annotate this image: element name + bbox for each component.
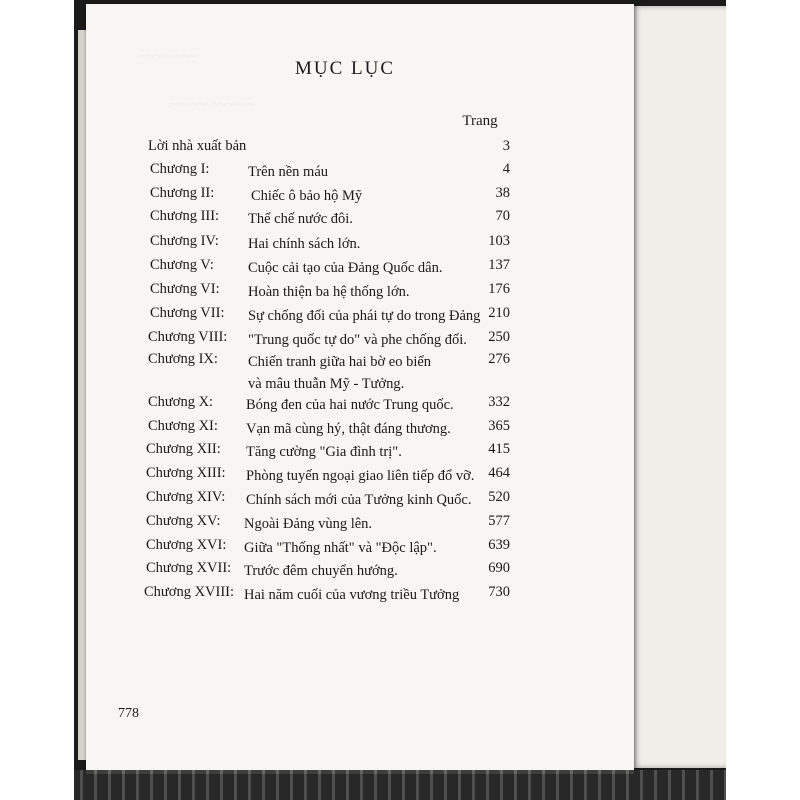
toc-entry-title: Vạn mã cùng hý, thật đáng thương. <box>246 421 451 437</box>
toc-entry <box>150 185 510 207</box>
toc-entry-page: 176 <box>488 281 510 297</box>
toc-entry-label: Chương XIV: <box>146 489 226 505</box>
toc-entry-title: Hai chính sách lớn. <box>248 236 361 252</box>
toc-entry-page: 365 <box>488 418 510 434</box>
toc-entry <box>146 560 510 582</box>
toc-entry-title: Cuộc cải tạo của Đảng Quốc dân. <box>248 260 443 276</box>
toc-entry-label: Chương XV: <box>146 513 221 529</box>
toc-entry-title: Hoàn thiện ba hệ thống lớn. <box>248 284 410 300</box>
toc-entry-label: Chương VIII: <box>148 329 228 345</box>
toc-title: MỤC LỤC <box>294 58 396 79</box>
toc-entry-page: 70 <box>495 208 510 224</box>
toc-entry <box>148 351 510 392</box>
toc-entry-page: 210 <box>488 305 510 321</box>
toc-entry <box>148 329 510 351</box>
toc-entry-page: 464 <box>488 465 510 481</box>
toc-entry-title: Giữa "Thống nhất" và "Độc lập". <box>244 540 437 556</box>
facing-page <box>632 6 726 768</box>
toc-entry-title: Thể chế nước đôi. <box>248 211 353 227</box>
toc-entry-label: Chương II: <box>150 185 215 201</box>
toc-entry <box>150 233 510 255</box>
toc-entry <box>150 257 510 279</box>
toc-entry-title: Trên nền máu <box>248 164 329 180</box>
toc-entry-label: Chương IX: <box>148 351 218 367</box>
toc-entry-label: Chương XIII: <box>146 465 226 481</box>
toc-entry-title: Chính sách mới của Tưởng kinh Quốc. <box>246 492 472 508</box>
toc-entry <box>146 537 510 559</box>
toc-entry-page: 639 <box>488 537 510 553</box>
toc-entry-label: Chương VII: <box>150 305 225 321</box>
toc-entry <box>148 418 510 440</box>
toc-entry <box>146 489 510 511</box>
toc-entry-label: Chương XI: <box>148 418 218 434</box>
toc-entry-label: Chương XVI: <box>146 537 227 553</box>
toc-entry <box>148 394 510 416</box>
toc-entry-label: Lời nhà xuất bản <box>148 138 247 154</box>
toc-entry-title: "Trung quốc tự do" và phe chống đối. <box>248 332 467 348</box>
toc-entry <box>150 281 510 303</box>
toc-entry <box>150 161 510 183</box>
toc-entry <box>146 513 510 535</box>
toc-entry-label: Chương IV: <box>150 233 219 249</box>
toc-entry-page: 250 <box>488 329 510 345</box>
bleed-through-text: ~~~~~~~~~~~~ <box>170 96 255 111</box>
toc-entry-label: Chương VI: <box>150 281 220 297</box>
toc-entry-page: 577 <box>488 513 510 529</box>
toc-entry-page: 103 <box>488 233 510 249</box>
page-number: 778 <box>118 706 139 721</box>
toc-entry-page: 3 <box>502 138 510 154</box>
toc-entry <box>146 465 510 487</box>
toc-entry-label: Chương I: <box>150 161 210 177</box>
toc-entry <box>144 584 510 606</box>
toc-entry-title: Tăng cường "Gia đình trị". <box>246 444 402 460</box>
toc-entry-page: 730 <box>488 584 510 600</box>
toc-entry-page: 332 <box>488 394 510 410</box>
toc-entry-title: Bóng đen của hai nước Trung quốc. <box>246 397 454 413</box>
toc-entry-page: 276 <box>488 351 510 367</box>
toc-entry-page: 4 <box>502 161 510 177</box>
toc-entry-page: 415 <box>488 441 510 457</box>
page-column-header: Trang <box>462 113 498 129</box>
toc-entry-title: Phòng tuyến ngoại giao liên tiếp đổ vỡ. <box>246 468 475 484</box>
toc-entry-page: 38 <box>495 185 510 201</box>
toc-entry-page: 137 <box>488 257 510 273</box>
toc-entry-title: Chiến tranh giữa hai bờ eo biển và mâu thuẫn Mỹ - Tưởng. <box>248 354 432 392</box>
toc-entry-label: Chương XVIII: <box>144 584 235 600</box>
toc-entry-title: Sự chống đối của phái tự do trong Đảng <box>248 308 481 324</box>
toc-entry-title: Ngoài Đảng vùng lên. <box>244 516 373 532</box>
toc-entry-label: Chương X: <box>148 394 214 410</box>
toc-entry-label: Chương V: <box>150 257 214 273</box>
toc-entry-page: 520 <box>488 489 510 505</box>
toc-entry <box>150 305 510 327</box>
toc-entry-label: Chương XVII: <box>146 560 232 576</box>
toc-entry-title: Trước đêm chuyển hướng. <box>244 563 398 579</box>
cloth-fringe <box>74 770 726 800</box>
toc-entry-page: 690 <box>488 560 510 576</box>
toc-entry <box>148 138 510 160</box>
toc-entry-label: Chương III: <box>150 208 220 224</box>
toc-entry-title: Hai năm cuối của vương triều Tưởng <box>244 587 460 603</box>
toc-entry <box>146 441 510 463</box>
bleed-through-text: ~~~~~~~~ <box>140 48 197 63</box>
toc-entry <box>150 208 510 230</box>
toc-entry-title: Chiếc ô bảo hộ Mỹ <box>251 188 363 204</box>
toc-entry-label: Chương XII: <box>146 441 221 457</box>
